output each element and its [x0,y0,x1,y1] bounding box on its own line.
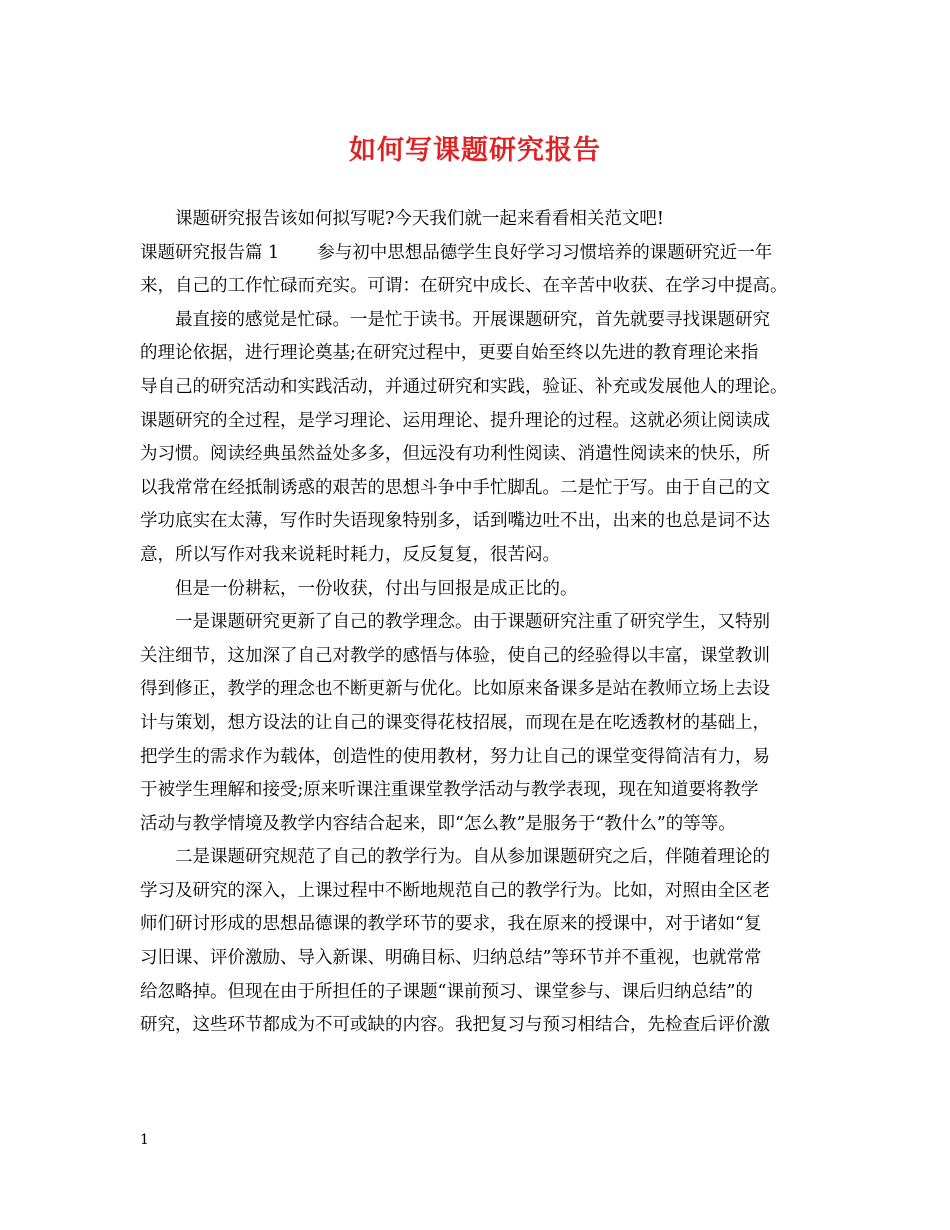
text-line [140,976,812,1010]
text-line [140,237,812,271]
text-line [140,472,812,506]
line-text: 课题研究的全过程，是学习理论、运用理论、提升理论的过程。这就必须让阅读成 [140,410,770,431]
line-text: 为习惯。阅读经典虽然益处多多，但远没有功利性阅读、消遣性阅读来的快乐，所 [140,444,770,465]
page-number: 1 [140,1132,149,1148]
line-text: 研究，这些环节都成为不可或缺的内容。我把复习与预习相结合，先检查后评价激 [140,1015,770,1036]
line-text: 计与策划，想方设法的让自己的课变得花枝招展，而现在是在吃透教材的基础上， [140,712,770,733]
line-text: 习旧课、评价激励、导入新课、明确目标、归纳总结”等环节并不重视，也就常常 [140,948,762,969]
text-line [140,841,812,875]
text-line [140,875,812,909]
line-text: 关注细节，这加深了自己对教学的感悟与体验，使自己的经验得以丰富，课堂教训 [140,645,770,666]
line-text: 以我常常在经抵制诱惑的艰苦的思想斗争中手忙脚乱。二是忙于写。由于自己的文 [140,477,770,498]
line-text: 给忽略掉。但现在由于所担任的子课题“课前预习、课堂参与、课后归纳总结”的 [140,981,753,1002]
line-text: 于被学生理解和接受;原来听课注重课堂教学活动与教学表现，现在知道要将教学 [140,780,759,801]
text-line [140,539,812,573]
text-line [140,774,812,808]
text-line [140,606,812,640]
line-text: 课题研究报告该如何拟写呢?今天我们就一起来看看相关范文吧! [175,209,664,229]
text-line [140,270,812,304]
document-title: 如何写课题研究报告 [349,135,601,166]
section-label: 课题研究报告篇 1 [140,242,280,263]
line-text: 二是课题研究规范了自己的教学行为。自从参加课题研究之后，伴随着理论的 [175,847,770,868]
text-line [140,707,812,741]
line-text: 最直接的感觉是忙碌。一是忙于读书。开展课题研究，首先就要寻找课题研究 [175,309,770,330]
text-line [140,203,812,237]
text-line [140,304,812,338]
text-line [140,908,812,942]
text-line [140,741,812,775]
text-line [140,505,812,539]
line-text: 来，自己的工作忙碌而充实。可谓：在研究中成长、在辛苦中收获、在学习中提高。 [140,276,788,297]
line-text: 一是课题研究更新了自己的教学理念。由于课题研究注重了研究学生，又特别 [175,612,770,633]
line-text: 导自己的研究活动和实践活动，并通过研究和实践，验证、补充或发展他人的理论。 [140,376,788,397]
line-text: 的理论依据，进行理论奠基;在研究过程中，更要自始至终以先进的教育理论来指 [140,343,759,364]
line-text: 活动与教学情境及教学内容结合起来，即“怎么教”是服务于“教什么”的等等。 [140,813,736,834]
line-text: 参与初中思想品德学生良好学习习惯培养的课题研究近一年 [317,242,773,263]
document-body [140,203,812,1043]
text-line [140,808,812,842]
text-line [140,438,812,472]
line-text: 得到修正，教学的理念也不断更新与优化。比如原来备课多是站在教师立场上去设 [140,679,770,700]
text-line [140,673,812,707]
text-line [140,337,812,371]
line-text: 把学生的需求作为载体，创造性的使用教材，努力让自己的课堂变得简洁有力，易 [140,746,770,767]
text-line [140,942,812,976]
line-text: 但是一份耕耘，一份收获，付出与回报是成正比的。 [175,578,578,599]
text-line [140,371,812,405]
text-line [140,1009,812,1043]
text-line [140,405,812,439]
line-text: 意，所以写作对我来说耗时耗力，反反复复，很苦闷。 [140,544,560,565]
line-text: 学功底实在太薄，写作时失语现象特别多，话到嘴边吐不出，出来的也总是词不达 [140,511,770,532]
line-text: 师们研讨形成的思想品德课的教学环节的要求，我在原来的授课中，对于诸如“复 [140,914,762,935]
line-text: 学习及研究的深入，上课过程中不断地规范自己的教学行为。比如，对照由全区老 [140,880,770,901]
text-line [140,640,812,674]
text-line [140,573,812,607]
